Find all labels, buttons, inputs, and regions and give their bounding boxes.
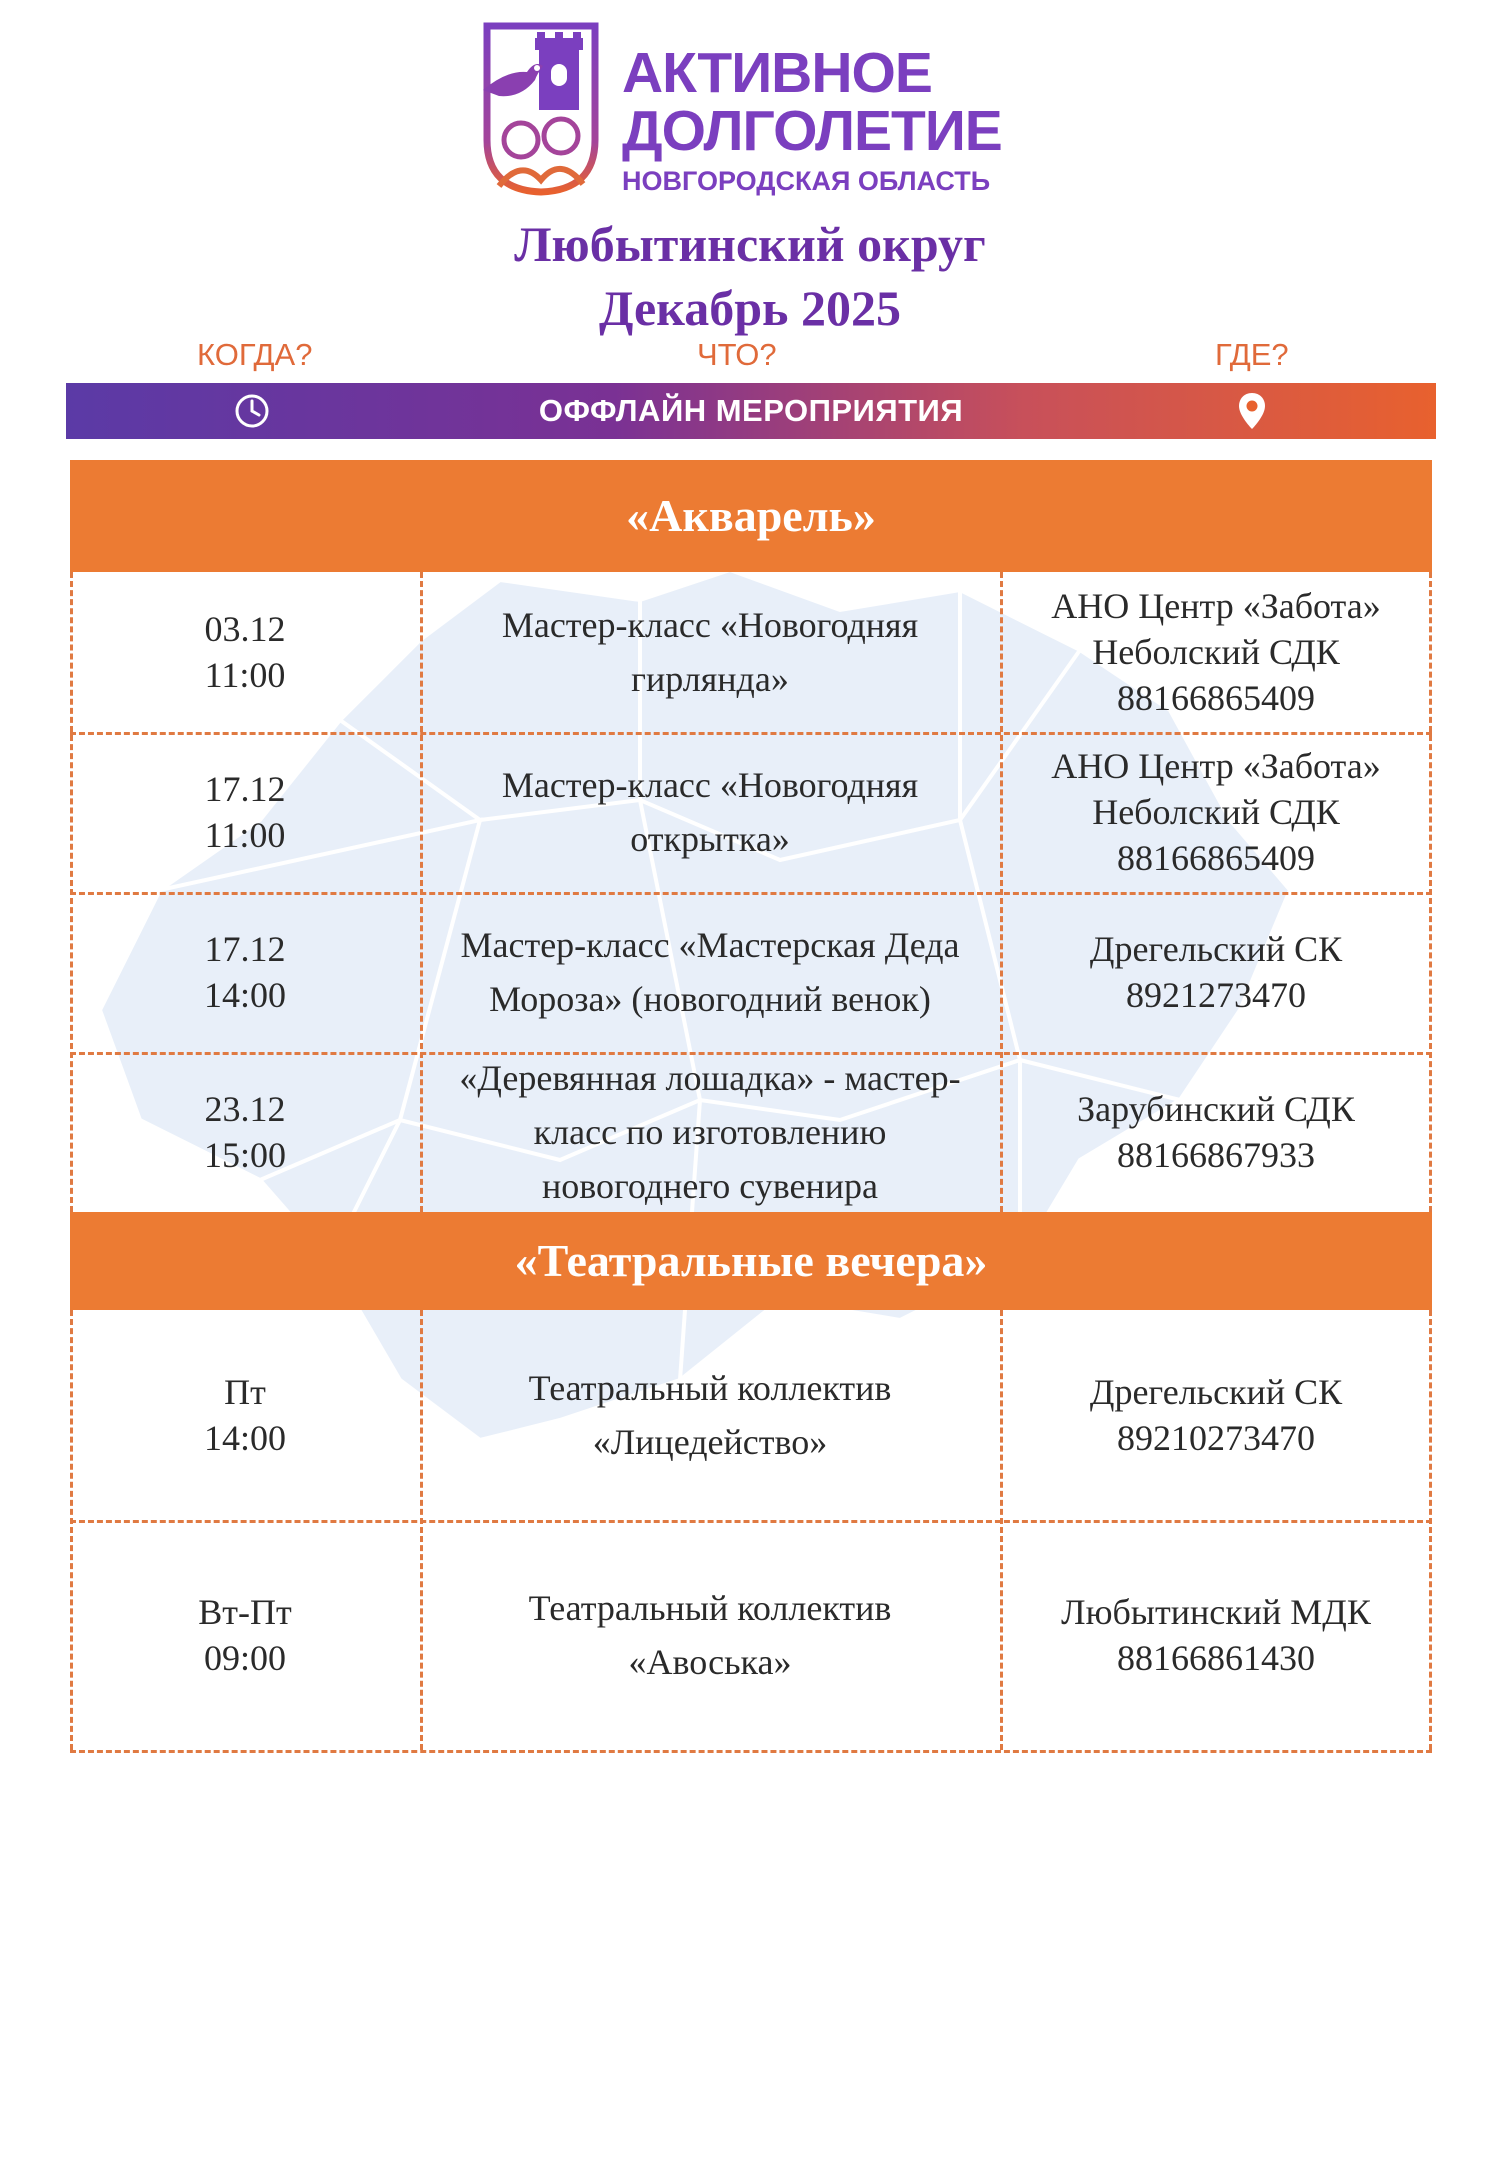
event-time-cell-line: 11:00 [204, 815, 286, 855]
bird-kremlin-couple-emblem-icon [477, 20, 603, 196]
column-divider [420, 572, 423, 1212]
event-title-cell [420, 1310, 1000, 1520]
event-time-cell-line: 03.12 [204, 609, 286, 649]
event-time-cell-line: 11:00 [204, 655, 286, 695]
event-title-cell [420, 732, 1000, 892]
where-label: ГДЕ? [1215, 337, 1289, 372]
event-time-cell [70, 1520, 420, 1750]
event-place-cell-line: 88166865409 [1116, 678, 1315, 718]
event-place-cell [1000, 1310, 1432, 1520]
event-time-cell-line: Пт [224, 1372, 266, 1412]
event-title-cell [420, 1520, 1000, 1750]
event-time-cell-line: 17.12 [204, 769, 286, 809]
event-time-cell-line: 14:00 [203, 1418, 286, 1458]
event-place-cell [1000, 1520, 1432, 1750]
event-place-cell-line: АНО Центр «Забота» [1051, 586, 1381, 626]
section-header: «Театральные вечера» [70, 1212, 1432, 1310]
column-divider [1000, 1310, 1003, 1750]
location-pin-icon [1236, 391, 1268, 431]
event-place-cell-line: АНО Центр «Забота» [1051, 746, 1381, 786]
event-title-cell-line: открытка» [630, 819, 790, 859]
event-title-cell-line: «Деревянная лошадка» - мастер- [459, 1058, 961, 1098]
column-divider [70, 1310, 73, 1750]
event-title-cell-line: Театральный коллектив [528, 1368, 892, 1408]
district-title: Любытинский округ [514, 216, 986, 272]
event-title-cell-line: Театральный коллектив [528, 1588, 892, 1628]
event-title-cell-line: гирлянда» [631, 659, 789, 699]
event-place-cell-line: 88166865409 [1116, 838, 1315, 878]
event-place-cell [1000, 732, 1432, 892]
event-place-cell [1000, 572, 1432, 732]
event-time-cell-line: 23.12 [204, 1089, 286, 1129]
table-row [70, 1310, 1432, 1520]
event-place-cell-line: Неболский СДК [1092, 792, 1340, 832]
logo-line-1: АКТИВНОЕ [622, 41, 932, 105]
event-title-cell-line: «Авоська» [628, 1642, 792, 1682]
logo-line-2: ДОЛГОЛЕТИЕ [622, 99, 1002, 163]
event-title-cell-line: «Лицедейство» [592, 1422, 828, 1462]
offline-events-bar [66, 383, 1436, 439]
event-place-cell-line: Любытинский МДК [1061, 1592, 1371, 1632]
what-label: ЧТО? [697, 337, 777, 372]
when-label: КОГДА? [197, 337, 313, 372]
event-time-cell-line: 15:00 [203, 1135, 286, 1175]
event-place-cell-line: 89210273470 [1117, 1418, 1315, 1458]
event-time-cell [70, 892, 420, 1052]
event-place-cell-line: 88166861430 [1117, 1638, 1315, 1678]
event-time-cell [70, 1310, 420, 1520]
event-time-cell [70, 1052, 420, 1212]
event-place-cell [1000, 892, 1432, 1052]
table-row [70, 732, 1432, 892]
event-title-cell-line: Мастер-класс «Новогодняя [501, 765, 919, 805]
month-title: Декабрь 2025 [598, 280, 901, 336]
event-time-cell [70, 732, 420, 892]
row-divider [70, 1750, 1432, 1753]
table-row [70, 1520, 1432, 1750]
event-place-cell-line: Зарубинский СДК [1077, 1089, 1355, 1129]
column-divider [1429, 572, 1432, 1212]
event-place-cell-line: Неболский СДК [1092, 632, 1340, 672]
event-time-cell-line: 14:00 [203, 975, 286, 1015]
table-row [70, 892, 1432, 1052]
event-time-cell-line: Вт-Пт [198, 1592, 292, 1632]
event-title-cell [420, 892, 1000, 1052]
event-title-cell-line: класс по изготовлению [533, 1112, 887, 1152]
column-divider [1429, 1310, 1432, 1750]
event-title-cell-line: Мороза» (новогодний венок) [489, 979, 931, 1019]
event-title-cell-line: Мастер-класс «Новогодняя [501, 605, 919, 645]
event-place-cell [1000, 1052, 1432, 1212]
column-divider [1000, 572, 1003, 1212]
event-title-cell [420, 572, 1000, 732]
event-title-cell-line: новогоднего сувенира [541, 1166, 879, 1206]
event-time-cell [70, 572, 420, 732]
event-time-cell-line: 09:00 [203, 1638, 286, 1678]
column-divider [420, 1310, 423, 1750]
bar-title: ОФФЛАЙН МЕРОПРИЯТИЯ [538, 393, 964, 428]
logo-line-3: НОВГОРОДСКАЯ ОБЛАСТЬ [622, 166, 991, 196]
event-title-cell-line: Мастер-класс «Мастерская Деда [460, 925, 960, 965]
event-title-cell [420, 1052, 1000, 1212]
event-place-cell-line: 8921273470 [1126, 975, 1306, 1015]
table-row [70, 572, 1432, 732]
event-place-cell-line: 88166867933 [1116, 1135, 1315, 1175]
column-divider [70, 572, 73, 1212]
event-place-cell-line: Дрегельский СК [1089, 1372, 1343, 1412]
event-place-cell-line: Дрегельский СК [1089, 929, 1343, 969]
event-time-cell-line: 17.12 [204, 929, 286, 969]
table-row [70, 1052, 1432, 1212]
project-logo [477, 20, 1037, 200]
section-header: «Акварель» [70, 460, 1432, 572]
